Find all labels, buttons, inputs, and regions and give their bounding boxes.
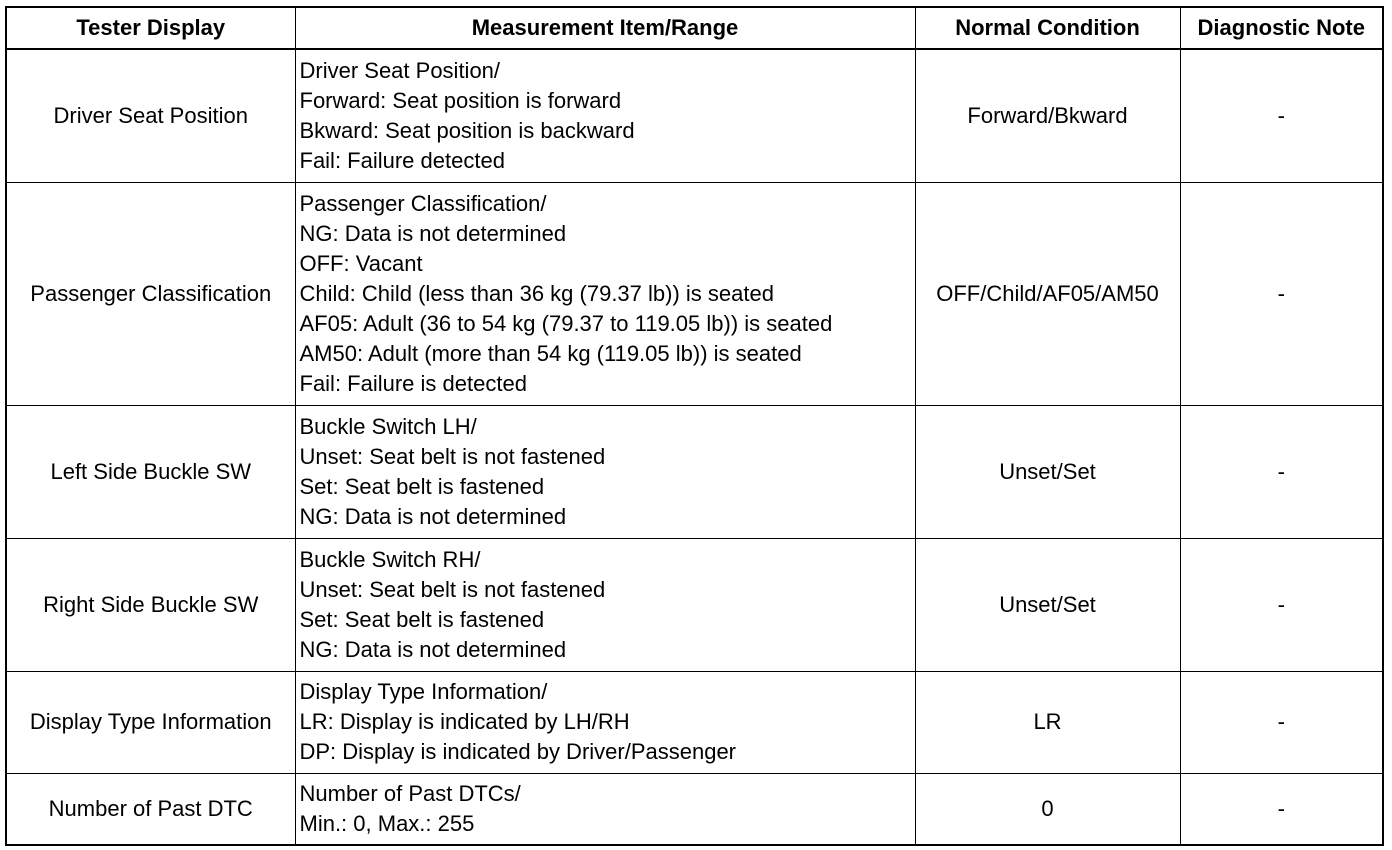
tester-display-cell: Display Type Information bbox=[6, 671, 295, 773]
tester-display-cell: Driver Seat Position bbox=[6, 49, 295, 182]
range-line: OFF: Vacant bbox=[299, 250, 423, 276]
range-line: LR: Display is indicated by LH/RH bbox=[299, 709, 630, 734]
diagnostic-note-cell: - bbox=[1180, 182, 1383, 405]
header-measurement-item-range: Measurement Item/Range bbox=[295, 7, 915, 49]
data-list-table-container bbox=[5, 6, 1384, 846]
range-line: Unset: Seat belt is not fastened bbox=[299, 576, 606, 602]
range-line: Child: Child (less than 36 kg (79.37 lb)) is seated bbox=[299, 280, 774, 306]
range-line: Buckle Switch RH/ bbox=[299, 546, 481, 572]
range-line: Bkward: Seat position is backward bbox=[299, 117, 635, 143]
range-line: Buckle Switch LH/ bbox=[299, 413, 477, 439]
tester-display-cell: Passenger Classification bbox=[6, 182, 295, 405]
range-line: Forward: Seat position is forward bbox=[299, 87, 622, 113]
range-line: Fail: Failure is detected bbox=[299, 370, 527, 396]
range-line: Driver Seat Position/ bbox=[299, 57, 501, 83]
range-line: NG: Data is not determined bbox=[299, 220, 567, 246]
header-normal-condition: Normal Condition bbox=[915, 7, 1180, 49]
table-header bbox=[6, 7, 1383, 49]
normal-condition-cell: OFF/Child/AF05/AM50 bbox=[915, 182, 1180, 405]
data-list-table bbox=[5, 6, 1384, 846]
table-row bbox=[6, 538, 1383, 671]
diagnostic-note-cell: - bbox=[1180, 671, 1383, 773]
diagnostic-note-cell: - bbox=[1180, 49, 1383, 182]
range-line: AF05: Adult (36 to 54 kg (79.37 to 119.05 lb)) is seated bbox=[299, 310, 833, 336]
tester-display-cell: Right Side Buckle SW bbox=[6, 538, 295, 671]
normal-condition-cell: Unset/Set bbox=[915, 405, 1180, 538]
header-row bbox=[6, 7, 1383, 49]
measurement-range-cell bbox=[295, 773, 915, 845]
diagnostic-note-cell: - bbox=[1180, 538, 1383, 671]
table-row bbox=[6, 182, 1383, 405]
range-line: Unset: Seat belt is not fastened bbox=[299, 443, 606, 469]
measurement-range-cell bbox=[295, 49, 915, 182]
normal-condition-cell: LR bbox=[915, 671, 1180, 773]
range-line: Display Type Information/ bbox=[299, 679, 548, 704]
tester-display-cell: Left Side Buckle SW bbox=[6, 405, 295, 538]
header-diagnostic-note: Diagnostic Note bbox=[1180, 7, 1383, 49]
range-line: Min.: 0, Max.: 255 bbox=[299, 810, 475, 836]
normal-condition-cell: Unset/Set bbox=[915, 538, 1180, 671]
range-line: Passenger Classification/ bbox=[299, 190, 547, 216]
diagnostic-note-cell: - bbox=[1180, 405, 1383, 538]
table-row bbox=[6, 49, 1383, 182]
range-line: Set: Seat belt is fastened bbox=[299, 473, 545, 499]
range-line: NG: Data is not determined bbox=[299, 636, 567, 662]
range-line: Number of Past DTCs/ bbox=[299, 780, 521, 806]
measurement-range-cell bbox=[295, 538, 915, 671]
range-line: AM50: Adult (more than 54 kg (119.05 lb)) is seated bbox=[299, 340, 802, 366]
measurement-range-cell bbox=[295, 405, 915, 538]
header-tester-display: Tester Display bbox=[6, 7, 295, 49]
table-row bbox=[6, 405, 1383, 538]
normal-condition-cell: Forward/Bkward bbox=[915, 49, 1180, 182]
measurement-range-cell bbox=[295, 182, 915, 405]
range-line: DP: Display is indicated by Driver/Passenger bbox=[299, 739, 737, 764]
range-line: NG: Data is not determined bbox=[299, 503, 567, 529]
range-line: Set: Seat belt is fastened bbox=[299, 606, 545, 632]
table-row bbox=[6, 773, 1383, 845]
measurement-range-cell bbox=[295, 671, 915, 773]
range-line: Fail: Failure detected bbox=[299, 147, 505, 173]
diagnostic-note-cell: - bbox=[1180, 773, 1383, 845]
table-body bbox=[6, 49, 1383, 845]
tester-display-cell: Number of Past DTC bbox=[6, 773, 295, 845]
normal-condition-cell: 0 bbox=[915, 773, 1180, 845]
table-row bbox=[6, 671, 1383, 773]
